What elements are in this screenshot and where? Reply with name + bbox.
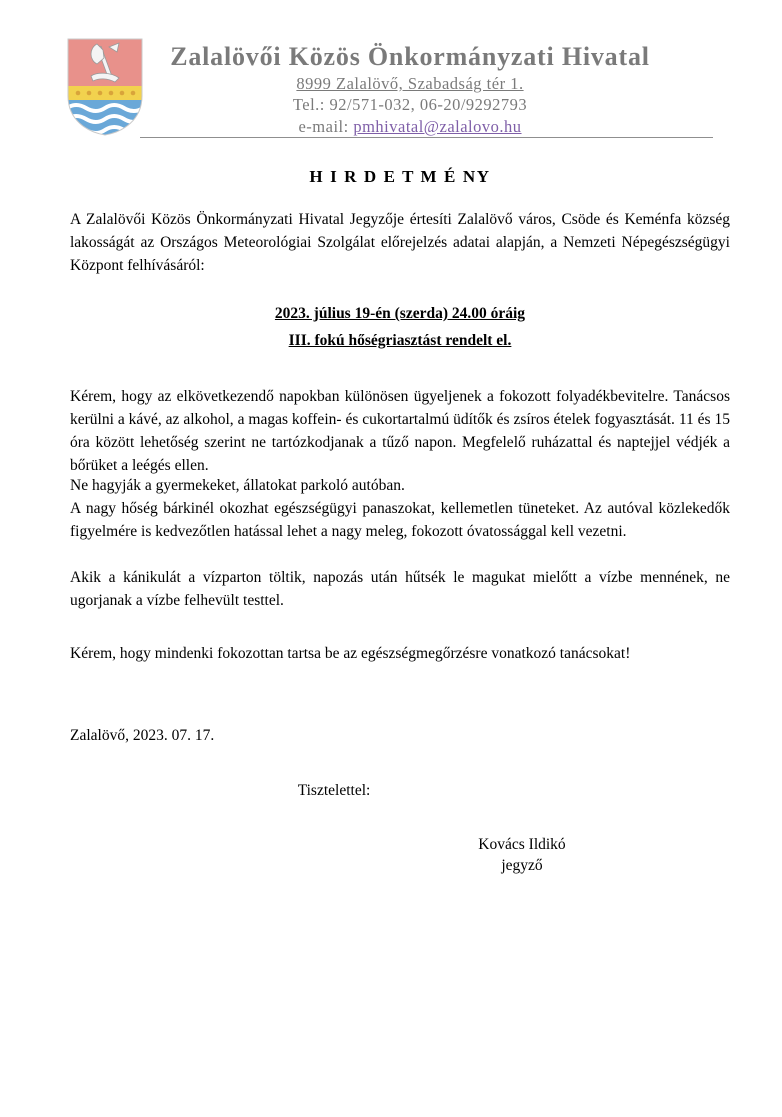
email-label: e-mail: (298, 117, 354, 136)
body-paragraph: Ne hagyják a gyermekeket, állatokat parkoló autóban. (70, 477, 405, 494)
document-title: H I R D E T M É NY (309, 167, 491, 186)
office-address: 8999 Zalalövő, Szabadság tér 1. (296, 74, 524, 93)
regards-text: Tisztelettel: (297, 782, 371, 799)
body-paragraph: A nagy hőség bárkinél okozhat egészségügyi panaszokat, kellemetlen tüneteket. Az autóval közlekedők figyelmére is kedvezőtlen hatással lehet a nagy meleg, fokozott óvatossággal kell vezetni. (70, 500, 730, 540)
alert-date-line: 2023. július 19-én (szerda) 24.00 óráig (274, 305, 526, 322)
office-phone: Tel.: 92/571-032, 06-20/9292793 (292, 95, 528, 114)
body-paragraph: Kérem, hogy az elkövetkezendő napokban különösen ügyeljenek a fokozott folyadékbevitelre. Tanácsos kerülni a kávé, az alkohol, a magas koffein- és cukortartalmú üdítők és zsíros ételek fogyasztását. 11 és 15 óra között lehetőség szerint ne tartózkodjanak a tűző napon. Megfelelő ruházattal és naptejjel védjék a bőrüket a leégés ellen. (70, 388, 730, 474)
organization-name: Zalalövői Közös Önkormányzati Hivatal (170, 42, 650, 71)
alert-level-line: III. fokú hőségriasztást rendelt el. (288, 332, 512, 349)
closing-request: Kérem, hogy mindenki fokozottan tartsa be az egészségmegőrzésre vonatkozó tanácsokat! (70, 645, 631, 662)
intro-paragraph: A Zalalövői Közös Önkormányzati Hivatal Jegyzője értesíti Zalalövő város, Csöde és Keménfa község lakosságát az Országos Meteorológiai Szolgálat előrejelzés adatai alapján, a Nemzeti Népegészségügyi Központ felhívásáról: (70, 211, 730, 274)
signer-name: Kovács Ildikó (478, 836, 566, 853)
body-paragraph: Akik a kánikulát a vízparton töltik, napozás után hűtsék le magukat mielőtt a vízbe mennének, ne ugorjanak a vízbe felhevült testtel. (70, 569, 730, 609)
header-divider (140, 137, 713, 138)
coat-of-arms-icon (67, 38, 143, 136)
place-and-date: Zalalövő, 2023. 07. 17. (70, 727, 215, 744)
email-link[interactable]: pmhivatal@zalalovo.hu (353, 117, 522, 136)
signer-title: jegyző (501, 857, 543, 874)
office-email-line (140, 117, 680, 137)
signature-block (452, 834, 592, 876)
